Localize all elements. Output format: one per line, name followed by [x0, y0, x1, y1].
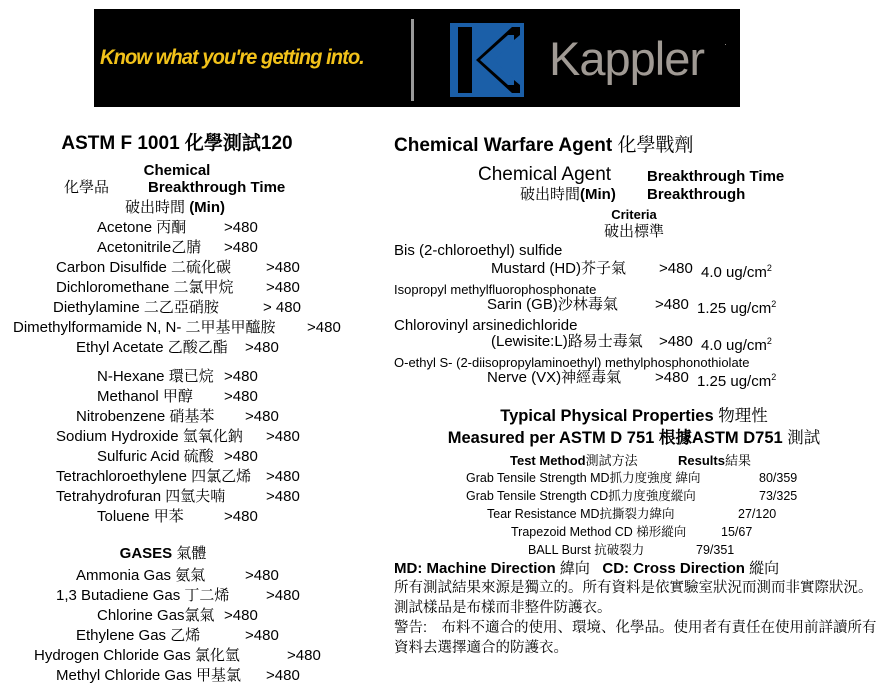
- prop-name: Grab Tensile Strength CD抓力度強度縱向: [466, 489, 696, 503]
- chem-row-value: >480: [224, 448, 258, 465]
- chem-row-value: >480: [224, 219, 258, 236]
- col-criteria-label: Breakthrough: [647, 186, 746, 203]
- banner-divider: [411, 19, 414, 101]
- banner-brand-mark: ·: [724, 39, 727, 49]
- agent-criteria: [701, 260, 772, 281]
- col-agent: Chemical Agent: [478, 164, 612, 185]
- phys-title: [500, 407, 767, 426]
- gases-title-en: GASES: [119, 545, 173, 562]
- agent-criteria-text: 4.0 ug/cm: [701, 337, 767, 354]
- col-chemical-en: Chemical: [143, 162, 211, 179]
- measured-line: [448, 429, 821, 448]
- chem-row-name: Diethylamine 二乙亞硝胺: [53, 299, 219, 316]
- cd-zh: 縱向: [749, 560, 780, 577]
- gas-row-value: >480: [266, 587, 300, 604]
- chem-row-value: >480: [266, 428, 300, 445]
- col-cwa-breakthrough-zh: 破出時間: [520, 186, 581, 203]
- col-criteria-zh: 破出標準: [603, 223, 665, 240]
- chem-row-value: >480: [266, 259, 300, 276]
- chem-row-value: >480: [266, 468, 300, 485]
- chem-row-value: > 480: [263, 299, 301, 316]
- agent-value: >480: [659, 260, 693, 277]
- chem-row-value: >480: [245, 339, 279, 356]
- agent-value: >480: [655, 296, 689, 313]
- gases-title-zh: 氣體: [176, 545, 207, 562]
- chem-row-value: >480: [224, 368, 258, 385]
- chem-row-name: Acetone 丙酮: [97, 219, 187, 236]
- agent-full-name: Bis (2-chloroethyl) sulfide: [394, 242, 563, 259]
- prop-value: 79/351: [696, 543, 735, 557]
- gas-row-name: Methyl Chloride Gas 甲基氯: [56, 667, 242, 684]
- col-test-method: [510, 452, 638, 469]
- gas-row-value: >480: [245, 627, 279, 644]
- measured-a: Measured per ASTM D 751: [447, 429, 655, 447]
- cwa-title-zh: 化學戰劑: [617, 135, 694, 156]
- col-chemical-zh: 化學品: [64, 179, 110, 196]
- chem-row-name: Methanol 甲醇: [97, 388, 193, 405]
- cwa-title: [394, 135, 694, 156]
- chem-row-name: Ethyl Acetate 乙酸乙酯: [76, 339, 228, 356]
- cd-label: CD: Cross Direction: [602, 560, 745, 577]
- agent-criteria-text: 4.0 ug/cm: [701, 264, 767, 281]
- col-cwa-breakthrough: Breakthrough Time: [647, 168, 785, 185]
- col-results-zh: 結果: [724, 453, 751, 468]
- gases-heading: [120, 545, 207, 562]
- prop-name: Trapezoid Method CD 梯形縱向: [511, 525, 687, 539]
- phys-title-en: Typical Physical Properties: [500, 407, 714, 425]
- col-breakthrough-en: Breakthrough Time: [148, 179, 286, 196]
- chem-row-name: Sodium Hydroxide 氫氧化鈉: [56, 428, 243, 445]
- agent-short-name: Nerve (VX)神經毒氣: [487, 369, 622, 386]
- kappler-k-logo-icon: [450, 23, 524, 97]
- prop-name: Tear Resistance MD抗撕裂力緯向: [487, 507, 675, 521]
- gas-row-name: Ethylene Gas 乙烯: [76, 627, 201, 644]
- cwa-title-en: Chemical Warfare Agent: [394, 135, 613, 156]
- gas-row-name: 1,3 Butadiene Gas 丁二烯: [56, 587, 230, 604]
- prop-name: BALL Burst 抗破裂力: [528, 543, 645, 557]
- md-label: MD: Machine Direction: [394, 560, 556, 577]
- col-breakthrough-zh-label: [125, 199, 225, 216]
- col-breakthrough-zh: 破出時間: [125, 199, 186, 216]
- prop-name: Grab Tensile Strength MD抓力度強度 緯向: [466, 471, 701, 485]
- direction-legend: [394, 560, 779, 577]
- chem-row-name: Nitrobenzene 硝基苯: [76, 408, 215, 425]
- col-results-en: Results: [678, 453, 725, 468]
- prop-value: 73/325: [759, 489, 798, 503]
- agent-criteria-sup: 2: [766, 263, 772, 273]
- agent-criteria: [697, 296, 776, 317]
- chem-row-name: Dichloromethane 二氯甲烷: [56, 279, 234, 296]
- phys-title-zh: 物理性: [718, 407, 768, 425]
- brand-banner: [94, 9, 740, 107]
- agent-short-name: Mustard (HD)芥子氣: [491, 260, 627, 277]
- chem-row-value: >480: [266, 488, 300, 505]
- gas-row-value: >480: [224, 607, 258, 624]
- agent-criteria: [697, 369, 776, 390]
- chem-row-value: >480: [224, 239, 258, 256]
- agent-short-name: (Lewisite:L)路易士毒氣: [491, 333, 643, 350]
- col-criteria: Criteria: [611, 207, 657, 222]
- banner-brand-name: Kappler: [549, 32, 704, 85]
- gas-row-value: >480: [245, 567, 279, 584]
- agent-short-name: Sarin (GB)沙林毒氣: [487, 296, 618, 313]
- chem-row-name: Tetrachloroethylene 四氯乙烯: [56, 468, 252, 485]
- chem-row-name: Dimethylformamide N, N- 二甲基甲醯胺: [13, 319, 276, 336]
- chem-row-value: >480: [224, 508, 258, 525]
- chem-row-name: Carbon Disulfide 二硫化碳: [56, 259, 232, 276]
- prop-value: 27/120: [738, 507, 777, 521]
- gas-row-name: Chlorine Gas氯氣: [97, 607, 215, 624]
- prop-value: 80/359: [759, 471, 798, 485]
- gas-row-name: Ammonia Gas 氨氣: [76, 567, 206, 584]
- banner-tagline: Know what you're getting into.: [100, 46, 364, 69]
- col-test-method-zh: 測試方法: [585, 453, 638, 468]
- agent-value: >480: [659, 333, 693, 350]
- col-cwa-breakthrough-unit: (Min): [580, 186, 616, 203]
- col-results: [678, 452, 751, 469]
- agent-full-name: Isopropyl methylfluorophosphonate: [394, 282, 597, 297]
- chem-row-name: Acetonitrile乙腈: [97, 239, 202, 256]
- measured-c: 測試: [787, 429, 821, 447]
- measured-b: 根據ASTM D751: [658, 429, 783, 447]
- agent-criteria-text: 1.25 ug/cm: [697, 300, 772, 317]
- chem-row-name: Sulfuric Acid 硫酸: [97, 448, 214, 465]
- chem-row-value: >480: [266, 279, 300, 296]
- agent-criteria-text: 1.25 ug/cm: [697, 373, 772, 390]
- agent-criteria-sup: 2: [771, 372, 777, 382]
- prop-value: 15/67: [721, 525, 753, 539]
- chem-row-name: Toluene 甲苯: [97, 508, 184, 525]
- agent-criteria-sup: 2: [766, 336, 772, 346]
- warning-text: 警告: 布料不適合的使用、環境、化學品。使用者有責任在使用前詳讀所有資料去選擇適合的防護衣。: [394, 620, 877, 656]
- agent-full-name: Chlorovinyl arsinedichloride: [394, 317, 578, 334]
- chem-row-name: N-Hexane 環已烷: [97, 368, 214, 385]
- col-cwa-breakthrough-zh-label: [520, 186, 616, 203]
- chem-row-value: >480: [245, 408, 279, 425]
- agent-criteria: [701, 333, 772, 354]
- chem-row-name: Tetrahydrofuran 四氫夫喃: [56, 488, 226, 505]
- gas-row-name: Hydrogen Chloride Gas 氯化氫: [34, 647, 240, 664]
- disclaimer-text: 所有測試結果來源是獨立的。所有資料是依實驗室狀況而測而非實際狀況。測試樣品是布樣而非整件防護衣。: [394, 580, 873, 616]
- agent-full-name: O-ethyl S- (2-diisopropylaminoethyl) methylphosphonothiolate: [394, 355, 750, 370]
- agent-criteria-sup: 2: [771, 299, 777, 309]
- md-zh: 緯向: [559, 560, 590, 577]
- chem-row-value: >480: [307, 319, 341, 336]
- gas-row-value: >480: [287, 647, 321, 664]
- agent-value: >480: [655, 369, 689, 386]
- left-title: ASTM F 1001 化學測試120: [61, 133, 293, 154]
- chem-row-value: >480: [224, 388, 258, 405]
- gas-row-value: >480: [266, 667, 300, 684]
- col-breakthrough-unit: (Min): [189, 199, 226, 216]
- col-test-method-en: Test Method: [510, 453, 586, 468]
